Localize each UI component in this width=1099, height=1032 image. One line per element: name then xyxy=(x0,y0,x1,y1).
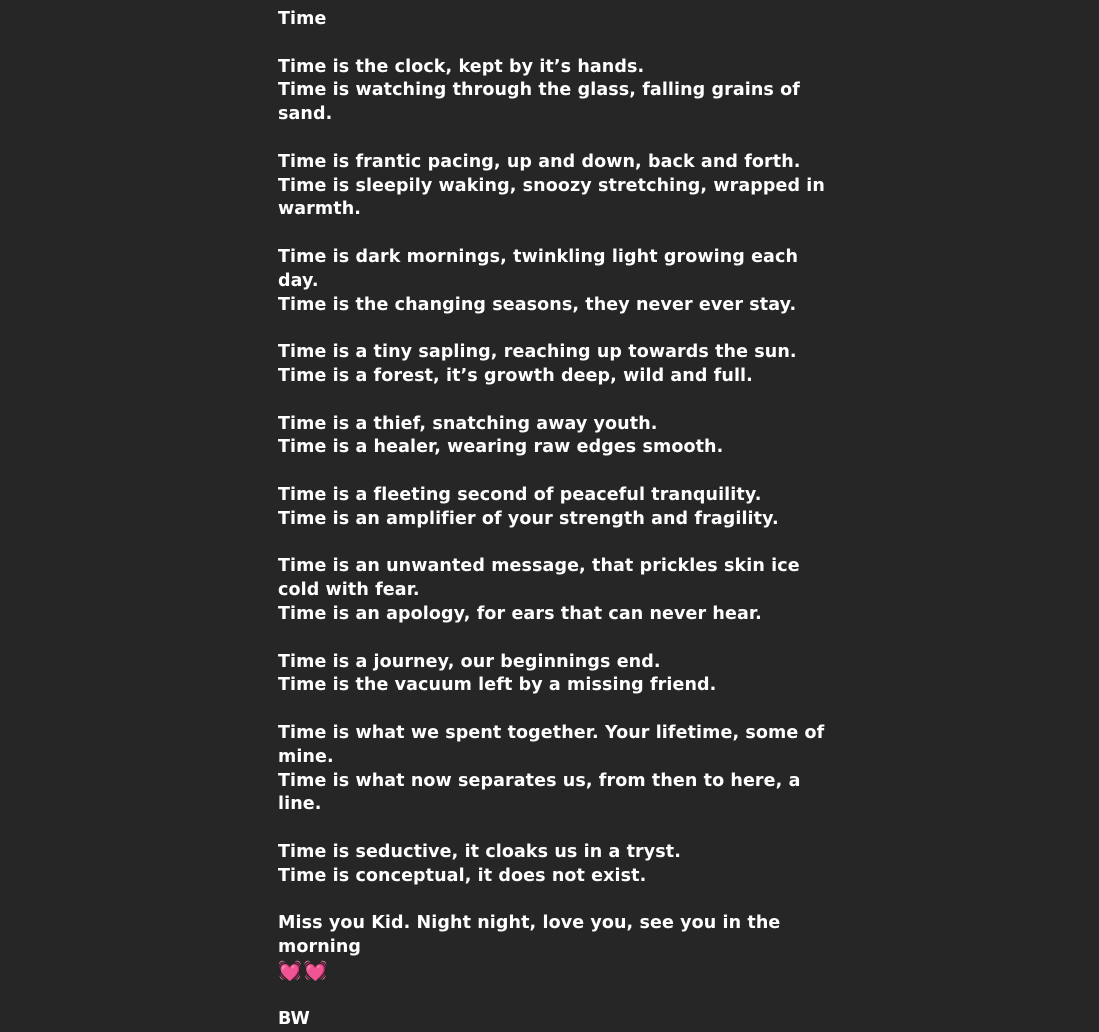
poem-line: Time is the clock, kept by it’s hands. xyxy=(278,56,645,77)
poem-line: Time is the changing seasons, they never ever stay. xyxy=(278,294,797,315)
stanza xyxy=(278,555,838,626)
poem-line: Time is a healer, wearing raw edges smooth. xyxy=(278,437,724,458)
stanza xyxy=(278,651,838,699)
stanza xyxy=(278,413,838,461)
blank-line xyxy=(278,222,838,246)
blank-line xyxy=(278,317,838,341)
poem-line: Time is what we spent together. Your lifetime, some of mine. xyxy=(278,722,825,767)
poem-line: Time is dark mornings, twinkling light growing each day. xyxy=(278,246,798,291)
poem-line: Time is a thief, snatching away youth. xyxy=(278,413,658,434)
stanza xyxy=(278,484,838,532)
closing-line: Miss you Kid. Night night, love you, see you in the morning xyxy=(278,913,781,958)
poem-line: Time is what now separates us, from then to here, a line. xyxy=(278,770,801,815)
heart-icon: 💓 xyxy=(278,959,302,982)
blank-line xyxy=(278,532,838,556)
poem-line: Time is the vacuum left by a missing friend. xyxy=(278,675,717,696)
hearts-row xyxy=(278,960,838,985)
blank-line xyxy=(278,698,838,722)
signature: BW xyxy=(278,1009,310,1030)
poem-line: Time is a tiny sapling, reaching up towards the sun. xyxy=(278,342,797,363)
stanza xyxy=(278,151,838,222)
poem-line: Time is a forest, it’s growth deep, wild and full. xyxy=(278,365,753,386)
blank-line xyxy=(278,460,838,484)
poem-line: Time is an apology, for ears that can never hear. xyxy=(278,603,762,624)
poem-line: Time is an amplifier of your strength and fragility. xyxy=(278,508,779,529)
poem-line: Time is a journey, our beginnings end. xyxy=(278,651,661,672)
poem-line: Time is conceptual, it does not exist. xyxy=(278,865,647,886)
stanza xyxy=(278,341,838,389)
poem-title: Time xyxy=(278,9,327,29)
stanza xyxy=(278,56,838,127)
heart-icon: 💓 xyxy=(303,959,328,982)
stanza xyxy=(278,722,838,817)
poem-line: Time is an unwanted message, that prickles skin ice cold with fear. xyxy=(278,556,800,601)
stanza xyxy=(278,246,838,317)
blank-line xyxy=(278,32,838,56)
poem-line: Time is a fleeting second of peaceful tranquility. xyxy=(278,484,762,505)
poem-line: Time is frantic pacing, up and down, back and forth. xyxy=(278,151,801,172)
poem-line: Time is seductive, it cloaks us in a tryst. xyxy=(278,841,682,862)
blank-line xyxy=(278,627,838,651)
blank-line xyxy=(278,389,838,413)
closing-block xyxy=(278,912,838,984)
note-body xyxy=(278,8,838,1032)
stanza xyxy=(278,841,838,889)
poem-line: Time is sleepily waking, snoozy stretching, wrapped in warmth. xyxy=(278,175,825,220)
blank-line xyxy=(278,127,838,151)
poem-line: Time is watching through the glass, falling grains of sand. xyxy=(278,80,800,125)
blank-line xyxy=(278,888,838,912)
blank-line xyxy=(278,817,838,841)
blank-line xyxy=(278,985,838,1009)
